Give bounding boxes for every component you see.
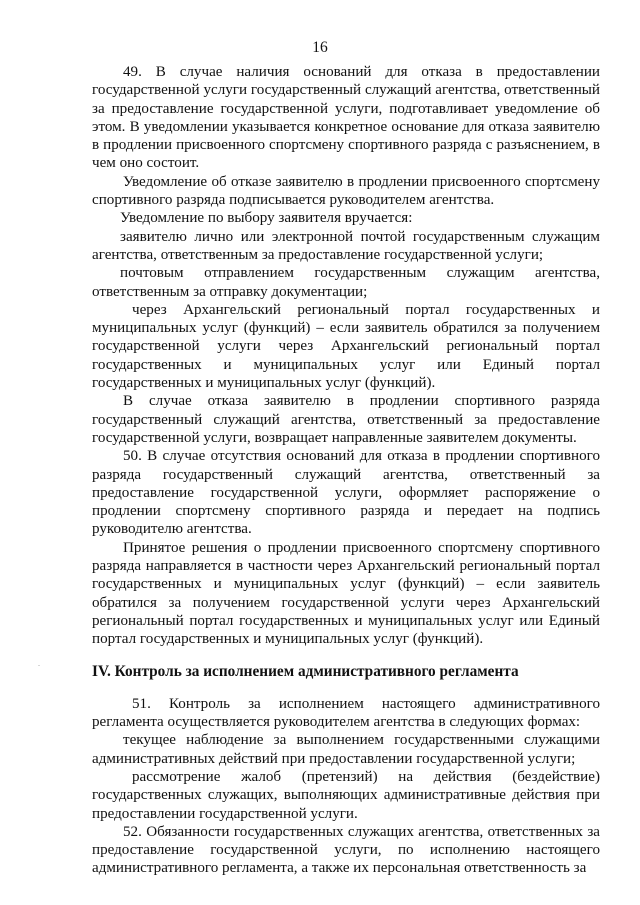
- paragraph-refusal-notice: Уведомление об отказе заявителю в продлении присвоенного спортсмену спортивного разряда подписывается руководителем агентства.: [92, 173, 600, 209]
- paragraph-delivery-options: Уведомление по выбору заявителя вручается:: [120, 210, 413, 227]
- paragraph-control-complaints: рассмотрение жалоб (претензий) на действия (бездействие) государственных служащих, выполняющих административные действия при предоставлении государственной услуги.: [92, 768, 600, 822]
- paragraph-decision-sent: Принятое решения о продлении присвоенного спортсмену спортивного разряда направляется в частности через Архангельский региональный портал государственных и муниципальных услуг (функций) – если заявитель обратился за получением государственной услуги через Архангельский региональный портал государственных и муниципальных услуг или Единый портал государственных и муниципальных услуг (функций).: [92, 539, 600, 648]
- document-body: [92, 63, 600, 878]
- paragraph-52: 52. Обязанности государственных служащих агентства, ответственных за предоставление государственной услуги, по исполнению настоящего административного регламента, а также их персональная ответственность за: [92, 823, 600, 877]
- section-heading: IV. Контроль за исполнением административного регламента: [92, 662, 519, 680]
- paragraph-delivery-personal: заявителю лично или электронной почтой государственным служащим агентства, ответственным за предоставление государственной услуги;: [92, 228, 600, 263]
- page-number: 16: [312, 39, 328, 56]
- paragraph-refusal-return-docs: В случае отказа заявителю в продлении спортивного разряда государственный служащий агентства, ответственный за предоставление государственной услуги, возвращает направленные заявителем документы.: [92, 393, 600, 446]
- paragraph-delivery-post: почтовым отправлением государственным служащим агентства, ответственным за отправку документации;: [92, 265, 600, 300]
- paragraph-control-current: текущее наблюдение за выполнением государственными служащими административных действий при предоставлении государственной услуги;: [92, 732, 600, 767]
- paragraph-50: 50. В случае отсутствия оснований для отказа в продлении спортивного разряда государственный служащий агентства, ответственный за предоставление государственной услуги, оформляет распоряжение о продлении спортсмену спортивного разряда и передает на подпись руководителю агентства.: [92, 448, 600, 538]
- margin-mark: .: [38, 659, 40, 668]
- paragraph-49: 49. В случае наличия оснований для отказа в предоставлении государственной услуги государственный служащий агентства, ответственный за предоставление государственной услуги, подготавливает уведомление об этом. В уведомлении указывается конкретное основание для отказа заявителю в продлении присвоенного спортсмену спортивного разряда с разъяснением, в чем оно состоит.: [92, 64, 600, 172]
- paragraph-51: 51. Контроль за исполнением настоящего административного регламента осуществляется руководителем агентства в следующих формах:: [92, 695, 600, 731]
- paragraph-delivery-portal: через Архангельский региональный портал государственных и муниципальных услуг (функций) – если заявитель обратился за получением государственной услуги через Архангельский региональный портал государственных и муниципальных услуг или Единый портал государственных и муниципальных услуг (функций).: [92, 301, 600, 392]
